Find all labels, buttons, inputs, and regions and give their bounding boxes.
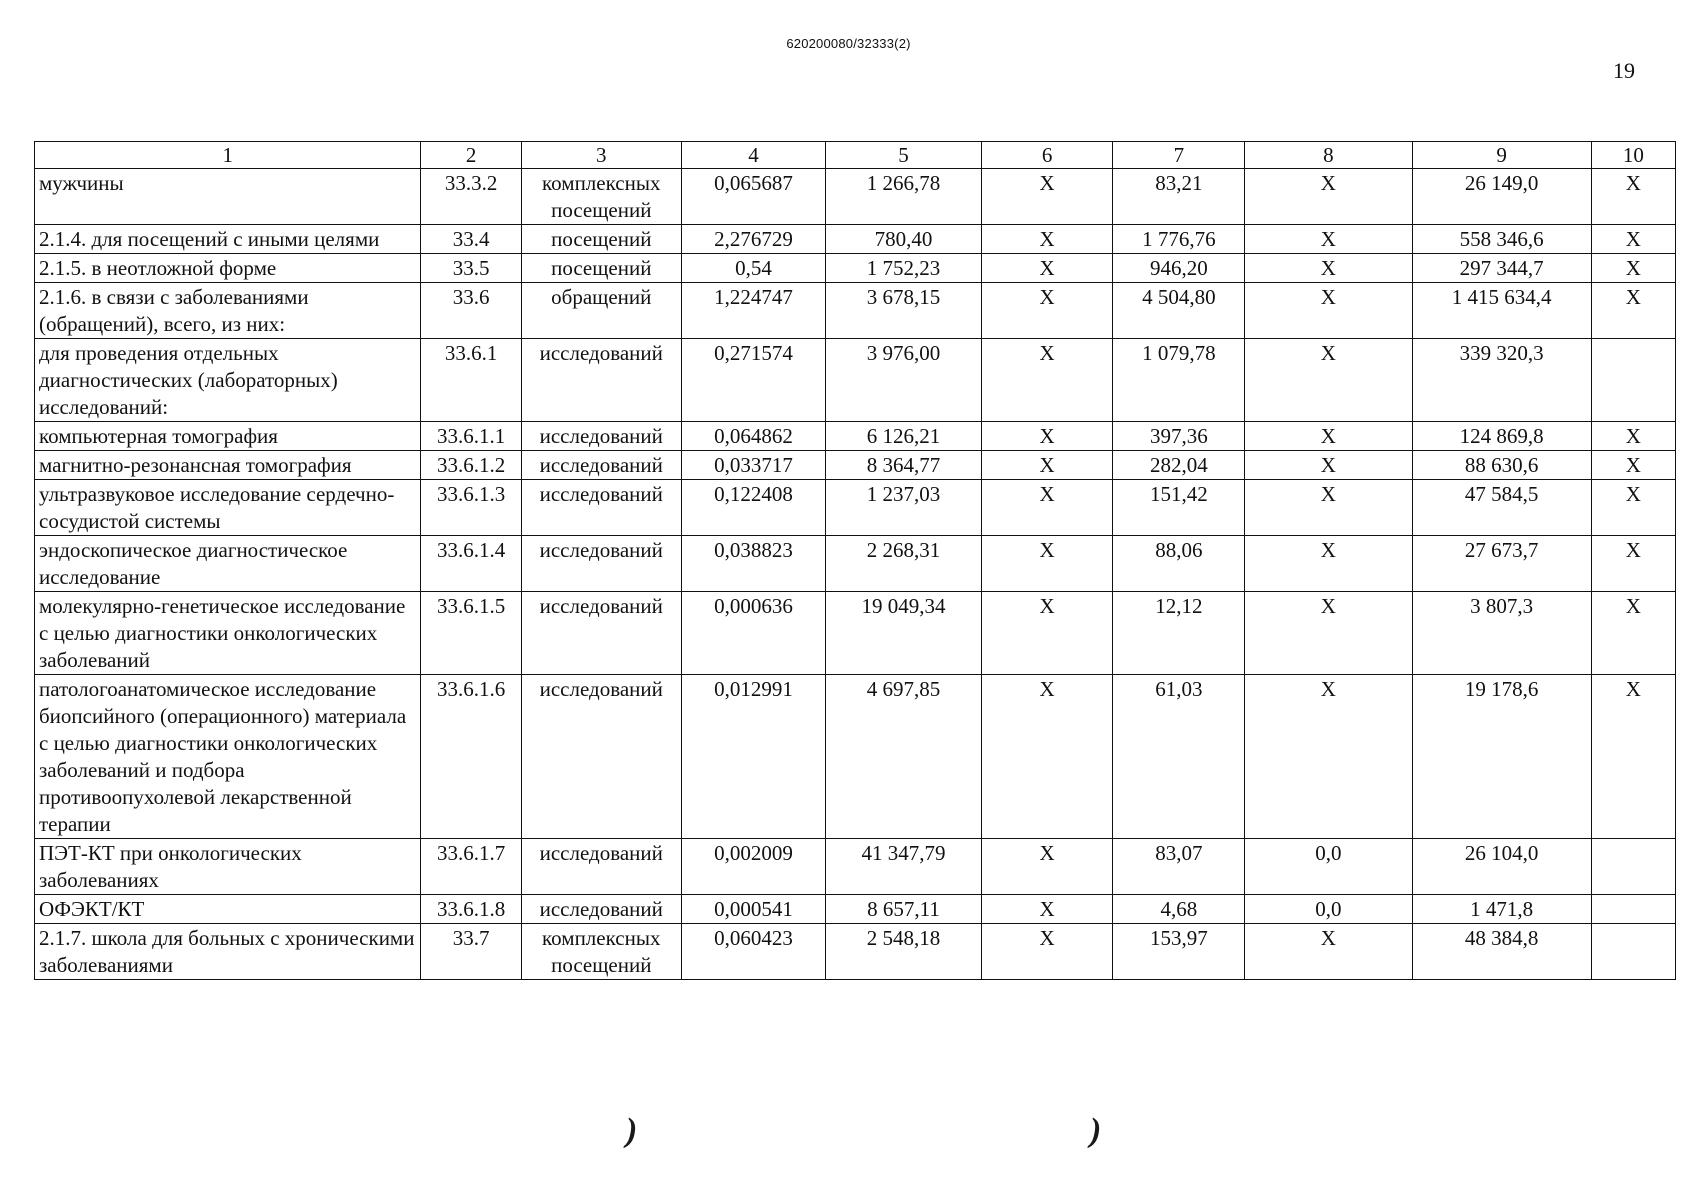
table-cell: комплексных посещений [521, 169, 681, 225]
table-cell: обращений [521, 283, 681, 339]
table-cell: X [1245, 422, 1412, 451]
table-cell: 4,68 [1113, 895, 1245, 924]
table-cell: 946,20 [1113, 254, 1245, 283]
table-cell: X [981, 254, 1113, 283]
table-cell: 0,000636 [681, 592, 826, 675]
table-cell: 33.6 [421, 283, 521, 339]
table-cell: 4 697,85 [826, 675, 981, 839]
column-header: 9 [1412, 142, 1591, 169]
table-cell: X [1591, 283, 1675, 339]
table-cell: X [1591, 169, 1675, 225]
table-cell: X [1591, 254, 1675, 283]
table-cell [1591, 895, 1675, 924]
table-cell: 0,012991 [681, 675, 826, 839]
table-cell: 151,42 [1113, 480, 1245, 536]
table-cell: X [1245, 536, 1412, 592]
table-cell: 33.5 [421, 254, 521, 283]
table-row [35, 675, 1676, 839]
table-cell: 1,224747 [681, 283, 826, 339]
table-cell: 0,064862 [681, 422, 826, 451]
table-cell: 26 149,0 [1412, 169, 1591, 225]
table-cell: 8 364,77 [826, 451, 981, 480]
table-cell: X [981, 536, 1113, 592]
table-cell: X [1591, 480, 1675, 536]
table-cell: X [1245, 169, 1412, 225]
table-cell: X [981, 283, 1113, 339]
column-header: 8 [1245, 142, 1412, 169]
table-cell: 339 320,3 [1412, 339, 1591, 422]
table-cell: 0,002009 [681, 839, 826, 895]
table-cell: 88 630,6 [1412, 451, 1591, 480]
table-cell: X [981, 339, 1113, 422]
column-header: 10 [1591, 142, 1675, 169]
table-cell: X [1591, 592, 1675, 675]
table-cell: исследований [521, 839, 681, 895]
table-cell: исследований [521, 895, 681, 924]
table-cell: исследований [521, 422, 681, 451]
table-cell: 8 657,11 [826, 895, 981, 924]
table-row [35, 225, 1676, 254]
table-cell: X [981, 422, 1113, 451]
table-row [35, 592, 1676, 675]
table-cell [1591, 339, 1675, 422]
table-cell: 88,06 [1113, 536, 1245, 592]
table-cell: 33.6.1.8 [421, 895, 521, 924]
table-cell: 33.6.1.6 [421, 675, 521, 839]
table-cell: 0,060423 [681, 924, 826, 980]
table-cell: 41 347,79 [826, 839, 981, 895]
table-cell: 0,033717 [681, 451, 826, 480]
table-cell [1591, 924, 1675, 980]
table-cell: 3 678,15 [826, 283, 981, 339]
table-cell: X [981, 451, 1113, 480]
table-header [35, 142, 1676, 169]
table-cell: 1 079,78 [1113, 339, 1245, 422]
column-header: 6 [981, 142, 1113, 169]
table-cell: исследований [521, 536, 681, 592]
table-cell: 1 237,03 [826, 480, 981, 536]
table-cell: 33.6.1.3 [421, 480, 521, 536]
row-label-cell: магнитно-резонансная томография [35, 451, 421, 480]
row-label-cell: 2.1.6. в связи с заболеваниями (обращений), всего, из них: [35, 283, 421, 339]
table-cell: X [981, 225, 1113, 254]
table-row [35, 536, 1676, 592]
row-label-cell: 2.1.5. в неотложной форме [35, 254, 421, 283]
table-cell: X [1591, 422, 1675, 451]
table-row [35, 839, 1676, 895]
row-label-cell: патологоанатомическое исследование биопсийного (операционного) материала с целью диагностики онкологических заболеваний и подбора противоопухолевой лекарственной терапии [35, 675, 421, 839]
column-header: 4 [681, 142, 826, 169]
table-cell: 1 415 634,4 [1412, 283, 1591, 339]
table-cell: исследований [521, 592, 681, 675]
table-cell: 33.6.1.7 [421, 839, 521, 895]
table-cell: 33.6.1.5 [421, 592, 521, 675]
table-cell: X [981, 592, 1113, 675]
table-row [35, 895, 1676, 924]
table-cell: 1 471,8 [1412, 895, 1591, 924]
table-cell: исследований [521, 480, 681, 536]
document-id: 620200080/32333(2) [786, 36, 911, 51]
row-label-cell: ПЭТ-КТ при онкологических заболеваниях [35, 839, 421, 895]
table-cell: 0,122408 [681, 480, 826, 536]
table-cell: 47 584,5 [1412, 480, 1591, 536]
table-cell: 3 807,3 [1412, 592, 1591, 675]
table-cell: 2 268,31 [826, 536, 981, 592]
table-row [35, 254, 1676, 283]
column-header: 1 [35, 142, 421, 169]
table-cell [1591, 839, 1675, 895]
table-cell: 0,038823 [681, 536, 826, 592]
table-cell: X [981, 895, 1113, 924]
table-row [35, 451, 1676, 480]
table-cell: посещений [521, 254, 681, 283]
table-cell: X [981, 480, 1113, 536]
table-cell: 2 548,18 [826, 924, 981, 980]
table-cell: X [1245, 924, 1412, 980]
table-cell: X [1591, 675, 1675, 839]
header-row [35, 142, 1676, 169]
table-cell: X [1245, 254, 1412, 283]
table-cell: X [981, 839, 1113, 895]
row-label-cell: мужчины [35, 169, 421, 225]
data-table [34, 141, 1676, 980]
table-cell: 0,065687 [681, 169, 826, 225]
table-cell: 33.4 [421, 225, 521, 254]
table-cell: 4 504,80 [1113, 283, 1245, 339]
table-cell: X [981, 924, 1113, 980]
table-cell: 282,04 [1113, 451, 1245, 480]
row-label-cell: компьютерная томография [35, 422, 421, 451]
table-cell: X [1245, 339, 1412, 422]
table-cell: 0,271574 [681, 339, 826, 422]
table-cell: комплексных посещений [521, 924, 681, 980]
table-cell: X [1591, 451, 1675, 480]
table-cell: 19 178,6 [1412, 675, 1591, 839]
table-cell: 33.7 [421, 924, 521, 980]
page-number: 19 [1613, 58, 1635, 83]
table-cell: посещений [521, 225, 681, 254]
table-cell: 33.6.1.2 [421, 451, 521, 480]
table-cell: 1 776,76 [1113, 225, 1245, 254]
table-cell: X [1245, 675, 1412, 839]
row-label-cell: молекулярно-генетическое исследование с целью диагностики онкологических заболеваний [35, 592, 421, 675]
row-label-cell: для проведения отдельных диагностических (лабораторных) исследований: [35, 339, 421, 422]
column-header: 5 [826, 142, 981, 169]
table-cell: 2,276729 [681, 225, 826, 254]
row-label-cell: ОФЭКТ/КТ [35, 895, 421, 924]
table-row [35, 422, 1676, 451]
table-cell: 0,0 [1245, 895, 1412, 924]
table-row [35, 339, 1676, 422]
table-cell: 33.3.2 [421, 169, 521, 225]
table-cell: 61,03 [1113, 675, 1245, 839]
table-cell: 33.6.1.1 [421, 422, 521, 451]
handwritten-mark-right: ) [1090, 1112, 1102, 1149]
table-cell: исследований [521, 451, 681, 480]
table-cell: 27 673,7 [1412, 536, 1591, 592]
table-cell: 1 752,23 [826, 254, 981, 283]
table-cell: X [1245, 225, 1412, 254]
table-row [35, 169, 1676, 225]
table-row [35, 480, 1676, 536]
table-cell: 397,36 [1113, 422, 1245, 451]
table-cell: 19 049,34 [826, 592, 981, 675]
row-label-cell: 2.1.4. для посещений с иными целями [35, 225, 421, 254]
handwritten-mark-left: ) [626, 1112, 638, 1149]
table-cell: 780,40 [826, 225, 981, 254]
table-cell: X [1245, 283, 1412, 339]
table-row [35, 924, 1676, 980]
table-cell: X [1591, 536, 1675, 592]
table-cell: 33.6.1.4 [421, 536, 521, 592]
table-cell: X [981, 169, 1113, 225]
column-header: 7 [1113, 142, 1245, 169]
table-cell: X [1591, 225, 1675, 254]
table-cell: 26 104,0 [1412, 839, 1591, 895]
table-cell: 0,54 [681, 254, 826, 283]
table-cell: 48 384,8 [1412, 924, 1591, 980]
table-cell: 0,000541 [681, 895, 826, 924]
table-cell: X [1245, 592, 1412, 675]
table-cell: 297 344,7 [1412, 254, 1591, 283]
table-cell: 33.6.1 [421, 339, 521, 422]
table-cell: 1 266,78 [826, 169, 981, 225]
table-cell: 83,07 [1113, 839, 1245, 895]
table-cell: 558 346,6 [1412, 225, 1591, 254]
row-label-cell: эндоскопическое диагностическое исследование [35, 536, 421, 592]
table-cell: 6 126,21 [826, 422, 981, 451]
row-label-cell: ультразвуковое исследование сердечно-сосудистой системы [35, 480, 421, 536]
table-cell: исследований [521, 339, 681, 422]
table-cell: исследований [521, 675, 681, 839]
table-cell: 3 976,00 [826, 339, 981, 422]
row-label-cell: 2.1.7. школа для больных с хроническими заболеваниями [35, 924, 421, 980]
table-cell: 124 869,8 [1412, 422, 1591, 451]
table-body [35, 169, 1676, 980]
table-cell: X [1245, 480, 1412, 536]
table-cell: X [981, 675, 1113, 839]
table-cell: X [1245, 451, 1412, 480]
column-header: 2 [421, 142, 521, 169]
table-cell: 0,0 [1245, 839, 1412, 895]
table-cell: 153,97 [1113, 924, 1245, 980]
table-cell: 12,12 [1113, 592, 1245, 675]
column-header: 3 [521, 142, 681, 169]
table-row [35, 283, 1676, 339]
table-cell: 83,21 [1113, 169, 1245, 225]
